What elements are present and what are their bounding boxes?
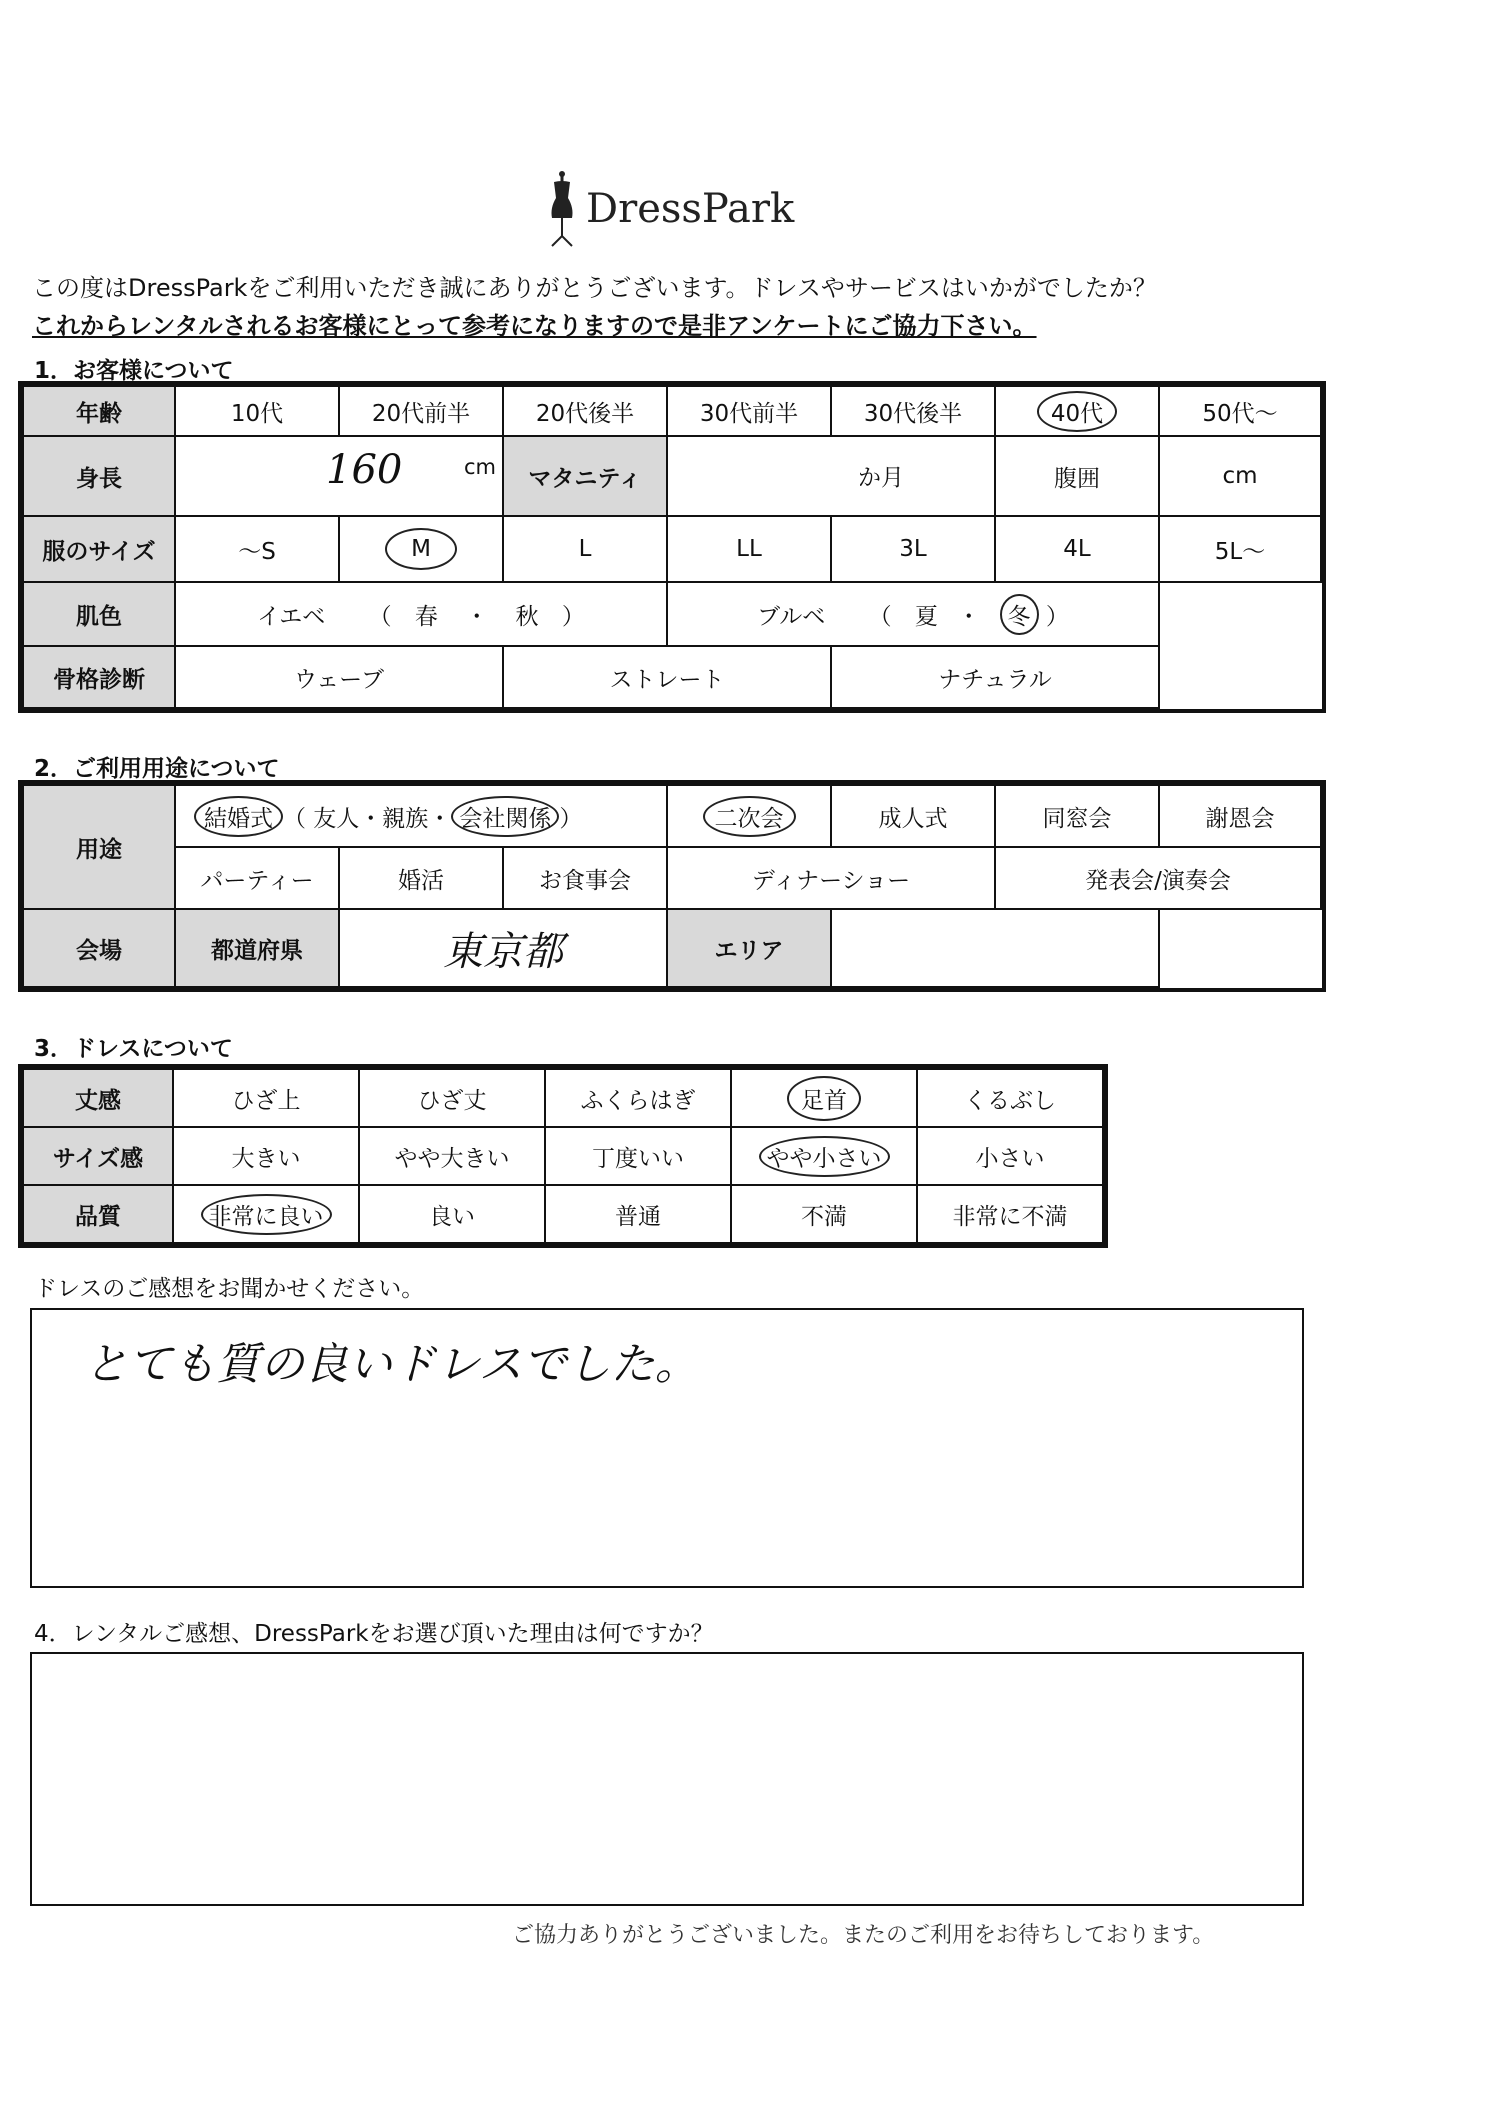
- frame-row: [23, 646, 1321, 708]
- size-option[interactable]: 3L: [831, 516, 995, 582]
- intro-text: この度はDressParkをご利用いただき誠にありがとうございます。ドレスやサービスはいかがでしたか？: [32, 274, 1157, 302]
- wedding-option[interactable]: [175, 785, 667, 847]
- size-option[interactable]: LL: [667, 516, 831, 582]
- reason-textarea[interactable]: [30, 1652, 1304, 1906]
- paren-open: （: [868, 603, 892, 630]
- blank-cell: [1159, 646, 1321, 708]
- dinner-show-option[interactable]: ディナーショー: [667, 847, 995, 909]
- usage-table: [22, 784, 1322, 988]
- maternity-field[interactable]: [667, 436, 995, 516]
- quality-label: 品質: [23, 1185, 173, 1243]
- impression-textarea[interactable]: [30, 1308, 1304, 1588]
- skin-blue-option[interactable]: [667, 582, 1159, 646]
- quality-row: [23, 1185, 1103, 1243]
- frame-option[interactable]: ウェーブ: [175, 646, 503, 708]
- usage-label: 用途: [23, 785, 175, 909]
- size-option-selected[interactable]: [339, 516, 503, 582]
- fit-row: [23, 1127, 1103, 1185]
- section2-title: 2．ご利用用途について: [34, 756, 280, 782]
- length-option[interactable]: ひざ丈: [359, 1069, 545, 1127]
- fit-selected-mark: やや小さい: [759, 1136, 890, 1177]
- belly-label: 腹囲: [995, 436, 1159, 516]
- section3-title: 3．ドレスについて: [34, 1036, 233, 1062]
- quality-option-selected[interactable]: [173, 1185, 359, 1243]
- usage-row-2: [23, 847, 1321, 909]
- venue-label: 会場: [23, 909, 175, 987]
- height-value: 160: [326, 447, 403, 493]
- skin-winter-selected[interactable]: 冬: [1000, 594, 1039, 635]
- dot-sep: ・: [465, 603, 489, 630]
- skin-summer[interactable]: 夏: [914, 603, 938, 630]
- blank-cell: [1159, 582, 1321, 646]
- size-option[interactable]: 5L～: [1159, 516, 1321, 582]
- length-option[interactable]: ふくらはぎ: [545, 1069, 731, 1127]
- brand-header: [548, 170, 794, 248]
- dress-form-icon: [548, 170, 576, 248]
- length-option-selected[interactable]: [731, 1069, 917, 1127]
- coming-of-age-option[interactable]: 成人式: [831, 785, 995, 847]
- venue-row: [23, 909, 1321, 987]
- area-field[interactable]: [831, 909, 1159, 987]
- dress-table: [22, 1068, 1104, 1244]
- after-party-option[interactable]: [667, 785, 831, 847]
- paren-close: ）: [1045, 603, 1069, 630]
- frame-option[interactable]: ストレート: [503, 646, 831, 708]
- size-label: 服のサイズ: [23, 516, 175, 582]
- thanks-party-option[interactable]: 謝恩会: [1159, 785, 1321, 847]
- fit-option[interactable]: 小さい: [917, 1127, 1103, 1185]
- wedding-detail-close: ）: [559, 805, 583, 832]
- height-unit: cm: [463, 455, 496, 479]
- length-option[interactable]: くるぶし: [917, 1069, 1103, 1127]
- blank-cell: [1159, 909, 1321, 987]
- size-option[interactable]: ～S: [175, 516, 339, 582]
- section4-title: 4．レンタルご感想、DressParkをお選び頂いた理由は何ですか？: [34, 1621, 714, 1647]
- belly-unit[interactable]: cm: [1159, 436, 1321, 516]
- age-option[interactable]: 20代後半: [503, 386, 667, 436]
- fit-option[interactable]: 丁度いい: [545, 1127, 731, 1185]
- age-row: [23, 386, 1321, 436]
- wedding-selected: 結婚式: [194, 796, 283, 837]
- frame-label: 骨格診断: [23, 646, 175, 708]
- after-party-selected: 二次会: [703, 796, 796, 837]
- skin-yellow-option[interactable]: [175, 582, 667, 646]
- age-option[interactable]: 30代後半: [831, 386, 995, 436]
- age-option[interactable]: 30代前半: [667, 386, 831, 436]
- reunion-option[interactable]: 同窓会: [995, 785, 1159, 847]
- age-option[interactable]: 50代～: [1159, 386, 1321, 436]
- quality-option[interactable]: 不満: [731, 1185, 917, 1243]
- impression-text: とても質の良いドレスでした。: [84, 1339, 699, 1390]
- skin-autumn[interactable]: 秋: [515, 603, 539, 630]
- area-label: エリア: [667, 909, 831, 987]
- recital-option[interactable]: 発表会/演奏会: [995, 847, 1321, 909]
- fit-option[interactable]: 大きい: [173, 1127, 359, 1185]
- quality-option[interactable]: 普通: [545, 1185, 731, 1243]
- prefecture-field[interactable]: [339, 909, 667, 987]
- maternity-month-unit: か月: [858, 465, 904, 491]
- footer-thanks: ご協力ありがとうございました。またのご利用をお待ちしております。: [512, 1923, 1215, 1948]
- age-selected-mark: 40代: [1037, 391, 1117, 432]
- length-option[interactable]: ひざ上: [173, 1069, 359, 1127]
- quality-selected-mark: 非常に良い: [201, 1194, 332, 1235]
- length-selected-mark: 足首: [787, 1076, 861, 1121]
- height-field[interactable]: [175, 436, 503, 516]
- dot-sep: ・: [957, 603, 981, 630]
- brand-name: DressPark: [586, 186, 795, 232]
- age-option[interactable]: 20代前半: [339, 386, 503, 436]
- paren-open: （: [368, 603, 392, 630]
- length-row: [23, 1069, 1103, 1127]
- size-option[interactable]: L: [503, 516, 667, 582]
- party-option[interactable]: パーティー: [175, 847, 339, 909]
- frame-option[interactable]: ナチュラル: [831, 646, 1159, 708]
- size-option[interactable]: 4L: [995, 516, 1159, 582]
- section1-title: 1．お客様について: [34, 358, 234, 384]
- length-label: 丈感: [23, 1069, 173, 1127]
- customer-table: [22, 385, 1322, 709]
- maternity-label: マタニティ: [503, 436, 667, 516]
- size-row: [23, 516, 1321, 582]
- quality-option[interactable]: 良い: [359, 1185, 545, 1243]
- age-option-selected[interactable]: [995, 386, 1159, 436]
- skin-row: [23, 582, 1321, 646]
- skin-spring[interactable]: 春: [414, 603, 438, 630]
- quality-option[interactable]: 非常に不満: [917, 1185, 1103, 1243]
- prefecture-value: 東京都: [443, 928, 564, 975]
- skin-blue-label: ブルベ: [757, 603, 826, 630]
- size-selected-mark: M: [385, 528, 457, 570]
- paren-close: ）: [561, 603, 585, 630]
- age-option[interactable]: 10代: [175, 386, 339, 436]
- skin-yellow-label: イエベ: [257, 603, 326, 630]
- company-selected: 会社関係: [451, 796, 559, 837]
- skin-label: 肌色: [23, 582, 175, 646]
- impression-title: ドレスのご感想をお聞かせください。: [34, 1276, 425, 1302]
- prefecture-label: 都道府県: [175, 909, 339, 987]
- usage-row-1: [23, 785, 1321, 847]
- dinner-option[interactable]: お食事会: [503, 847, 667, 909]
- age-label: 年齢: [23, 386, 175, 436]
- konkatsu-option[interactable]: 婚活: [339, 847, 503, 909]
- fit-option[interactable]: やや大きい: [359, 1127, 545, 1185]
- intro-request: これからレンタルされるお客様にとって参考になりますので是非アンケートにご協力下さい。: [32, 312, 1037, 340]
- wedding-detail: （ 友人・親族・: [283, 805, 452, 832]
- height-label: 身長: [23, 436, 175, 516]
- fit-option-selected[interactable]: [731, 1127, 917, 1185]
- height-row: [23, 436, 1321, 516]
- fit-label: サイズ感: [23, 1127, 173, 1185]
